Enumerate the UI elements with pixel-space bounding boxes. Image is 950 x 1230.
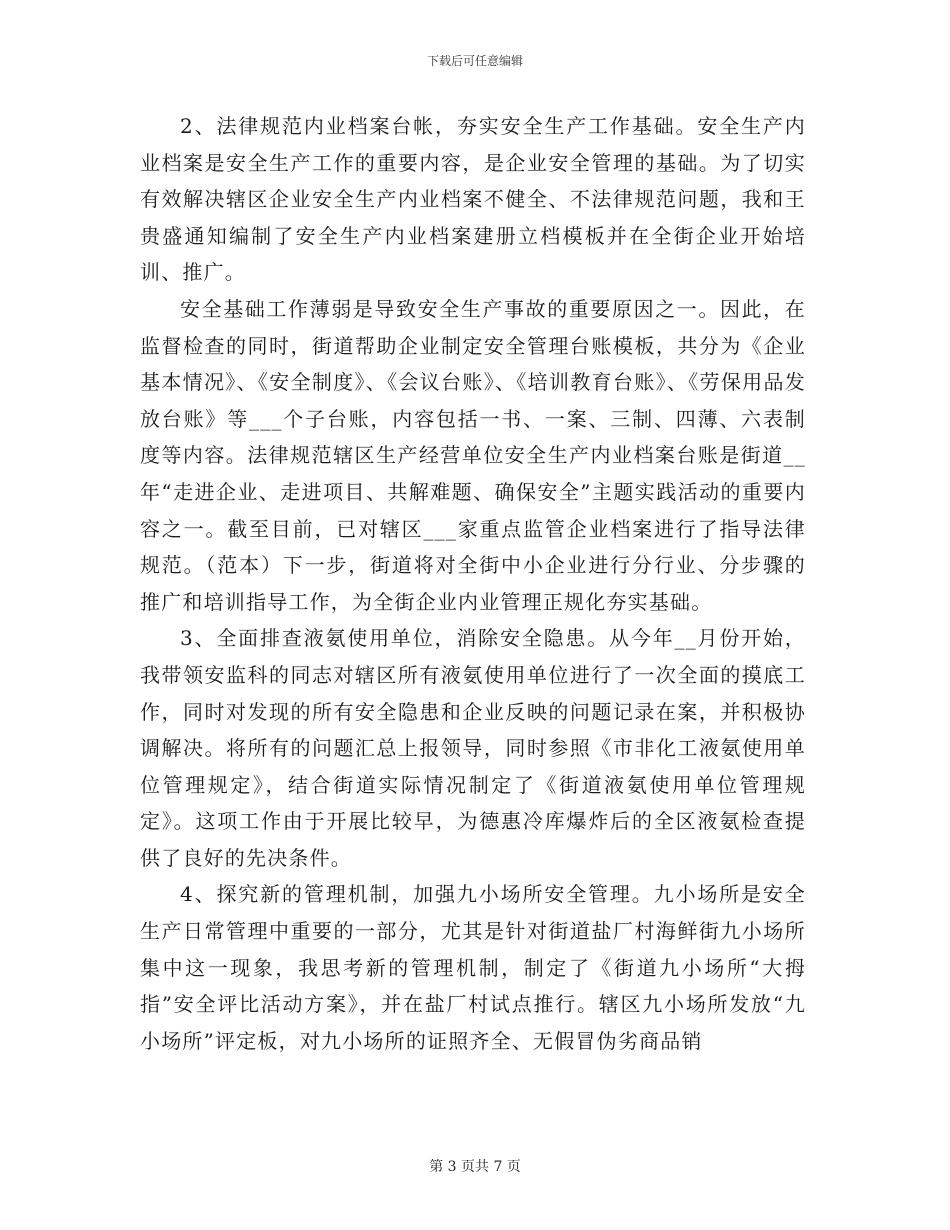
paragraph-2: 安全基础工作薄弱是导致安全生产事故的重要原因之一。因此，在监督检查的同时，街道帮助企业制定安全管理台账模板，共分为《企业基本情况》、《安全制度》、《会议台账》、《培训教育台账》、《劳保用品发放台账》等___个子台账，内容包括一书、一案、三制、四薄、六表制度等内容。法律规范辖区生产经营单位安全生产内业档案台账是街道__年“走进企业、走进项目、共解难题、确保安全”主题实践活动的重要内容之一。截至目前，已对辖区___家重点监管企业档案进行了指导法律规范。（范本）下一步，街道将对全街中小企业进行分行业、分步骤的推广和培训指导工作，为全街企业内业管理正规化夯实基础。 [140,296,806,614]
page-header: 下载后可任意编辑 [426,54,523,68]
paragraph-1: 2、法律规范内业档案台帐，夯实安全生产工作基础。安全生产内业档案是安全生产工作的重要内容，是企业安全管理的基础。为了切实有效解决辖区企业安全生产内业档案不健全、不法律规范问题，我和王贵盛通知编制了安全生产内业档案建册立档模板并在全街企业开始培训、推广。 [140,114,806,285]
document-body [140,108,806,1059]
page-number: 第 3 页共 7 页 [429,1159,521,1175]
paragraph-4: 4、探究新的管理机制，加强九小场所安全管理。九小场所是安全生产日常管理中重要的一部分，尤其是针对街道盐厂村海鲜街九小场所集中这一现象，我思考新的管理机制，制定了《街道九小场所“大拇指”安全评比活动方案》，并在盐厂村试点推行。辖区九小场所发放“九小场所”评定板，对九小场所的证照齐全、无假冒伪劣商品销 [140,882,806,1053]
paragraph-3: 3、全面排查液氨使用单位，消除安全隐患。从今年__月份开始，我带领安监科的同志对辖区所有液氨使用单位进行了一次全面的摸底工作，同时对发现的所有安全隐患和企业反映的问题记录在案，并积极协调解决。将所有的问题汇总上报领导，同时参照《市非化工液氨使用单位管理规定》，结合街道实际情况制定了《街道液氨使用单位管理规定》。这项工作由于开展比较早，为德惠冷库爆炸后的全区液氨检查提供了良好的先决条件。 [140,626,806,870]
